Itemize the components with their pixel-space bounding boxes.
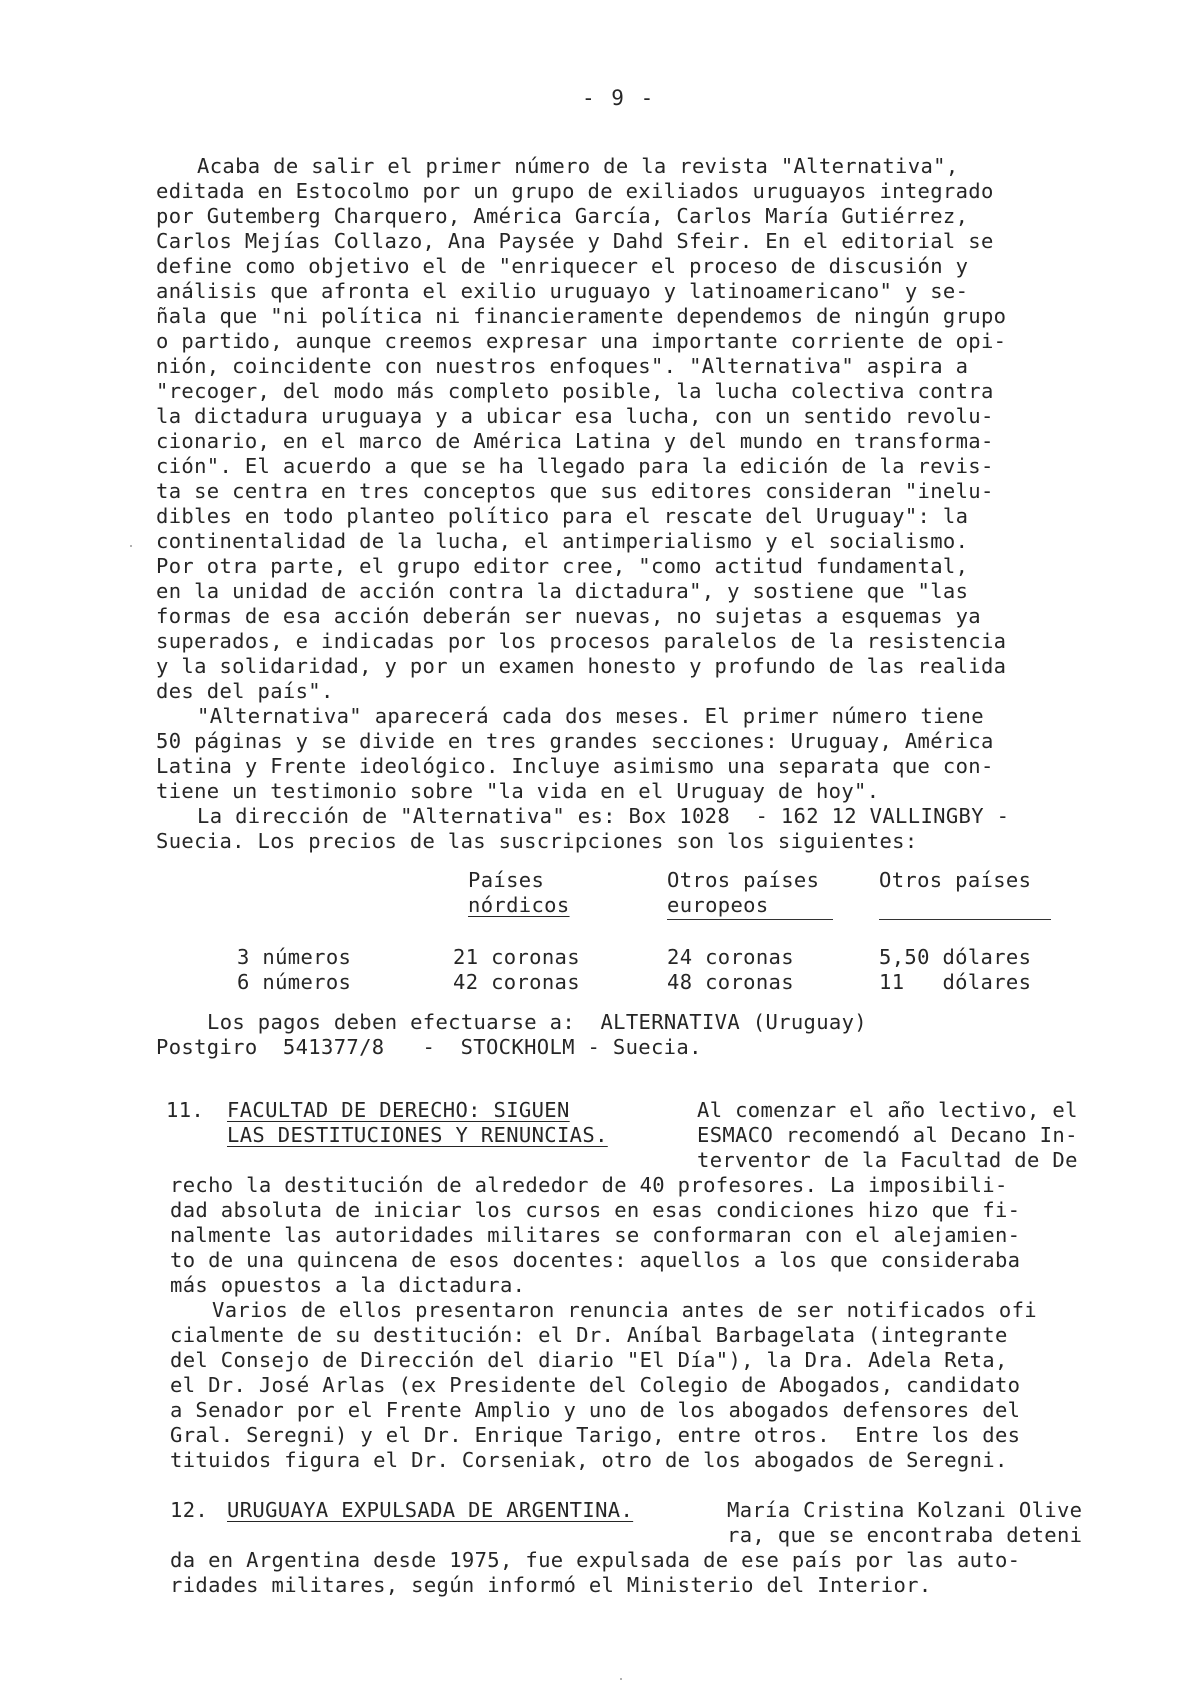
section-title: FACULTAD DE DERECHO: SIGUEN [227, 1098, 570, 1122]
section-body-line: recho la destitución de alrededor de 40 profesores. La imposibili- [170, 1173, 1008, 1197]
intro-line: en la unidad de acción contra la dictadura", y sostiene que "las [156, 579, 969, 603]
intro-line: nión, coincidente con nuestros enfoques". "Alternativa" aspira a [156, 354, 969, 378]
intro-line: superados, e indicadas por los procesos paralelos de la resistencia [156, 629, 1007, 653]
header-underline [667, 919, 833, 920]
table-row-label: 6 números [237, 970, 352, 994]
scan-speck [130, 545, 132, 547]
table-header: Otros países [879, 868, 1032, 892]
table-header: nórdicos [468, 893, 570, 917]
section-lead-line: Al comenzar el año lectivo, el [697, 1098, 1078, 1122]
table-header: Países [468, 868, 545, 892]
section-body-line: del Consejo de Dirección del diario "El Día"), la Dra. Adela Reta, [170, 1348, 1008, 1372]
section-body-line: to de una quincena de esos docentes: aquellos a los que consideraba [170, 1248, 1021, 1272]
section-body-line: nalmente las autoridades militares se conformaran con el alejamien- [170, 1223, 1021, 1247]
intro-line: y la solidaridad, y por un examen honesto y profundo de las realida [156, 654, 1007, 678]
intro-line: o partido, aunque creemos expresar una importante corriente de opi- [156, 329, 1007, 353]
intro-line: Acaba de salir el primer número de la revista "Alternativa", [197, 154, 959, 178]
intro-line: dibles en todo planteo político para el rescate del Uruguay": la [156, 504, 969, 528]
header-underline [879, 919, 1051, 920]
section-lead-line: ESMACO recomendó al Decano In- [697, 1123, 1078, 1147]
table-cell: 11 dólares [879, 970, 1032, 994]
paragraph-line: tiene un testimonio sobre "la vida en el Uruguay de hoy". [156, 779, 880, 803]
intro-line: la dictadura uruguaya y a ubicar esa lucha, con un sentido revolu- [156, 404, 994, 428]
intro-line: cionario, en el marco de América Latina y del mundo en transforma- [156, 429, 994, 453]
table-row-label: 3 números [237, 945, 352, 969]
section-body-line: cialmente de su destitución: el Dr. Aníbal Barbagelata (integrante [170, 1323, 1008, 1347]
table-cell: 5,50 dólares [879, 945, 1032, 969]
payment-line: Los pagos deben efectuarse a: ALTERNATIVA (Uruguay) [207, 1010, 867, 1034]
section-body-line: más opuestos a la dictadura. [170, 1273, 526, 1297]
intro-line: ñala que "ni política ni financieramente dependemos de ningún grupo [156, 304, 1007, 328]
paragraph-line: Latina y Frente ideológico. Incluye asimismo una separata que con- [156, 754, 994, 778]
table-cell: 42 coronas [453, 970, 580, 994]
table-cell: 24 coronas [667, 945, 794, 969]
intro-line: Carlos Mejías Collazo, Ana Paysée y Dahd Sfeir. En el editorial se [156, 229, 994, 253]
intro-line: continentalidad de la lucha, el antimperialismo y el socialismo. [156, 529, 969, 553]
section-body-line: dad absoluta de iniciar los cursos en esas condiciones hizo que fi- [170, 1198, 1021, 1222]
payment-line: Postgiro 541377/8 - STOCKHOLM - Suecia. [156, 1035, 702, 1059]
section-body-line: ridades militares, según informó el Ministerio del Interior. [170, 1573, 932, 1597]
section-lead-line: terventor de la Facultad de De [697, 1148, 1078, 1172]
intro-line: análisis que afronta el exilio uruguayo y latinoamericano" y se- [156, 279, 969, 303]
intro-line: Por otra parte, el grupo editor cree, "como actitud fundamental, [156, 554, 969, 578]
scan-speck [620, 1678, 622, 1680]
page-number: - 9 - [582, 86, 656, 110]
paragraph-line: 50 páginas y se divide en tres grandes secciones: Uruguay, América [156, 729, 994, 753]
section-body-line: el Dr. José Arlas (ex Presidente del Colegio de Abogados, candidato [170, 1373, 1021, 1397]
section-lead-line: ra, que se encontraba deteni [727, 1523, 1083, 1547]
section-body-line: a Senador por el Frente Amplio y uno de los abogados defensores del [170, 1398, 1021, 1422]
table-cell: 21 coronas [453, 945, 580, 969]
intro-line: formas de esa acción deberán ser nuevas, no sujetas a esquemas ya [156, 604, 981, 628]
intro-line: ta se centra en tres conceptos que sus editores consideran "inelu- [156, 479, 994, 503]
intro-line: define como objetivo el de "enriquecer el proceso de discusión y [156, 254, 969, 278]
section-number: 12. [170, 1498, 209, 1522]
section-body-line: da en Argentina desde 1975, fue expulsada de ese país por las auto- [170, 1548, 1021, 1572]
table-cell: 48 coronas [667, 970, 794, 994]
section-lead-line: María Cristina Kolzani Olive [727, 1498, 1083, 1522]
section-body-line: Varios de ellos presentaron renuncia antes de ser notificados ofi [212, 1298, 1037, 1322]
intro-line: des del país". [156, 679, 334, 703]
address-line: La dirección de "Alternativa" es: Box 1028 - 162 12 VALLINGBY - [197, 804, 1010, 828]
intro-line: por Gutemberg Charquero, América García, Carlos María Gutiérrez, [156, 204, 969, 228]
intro-line: editada en Estocolmo por un grupo de exiliados uruguayos integrado [156, 179, 994, 203]
address-line: Suecia. Los precios de las suscripciones son los siguientes: [156, 829, 918, 853]
section-body-line: Gral. Seregni) y el Dr. Enrique Tarigo, entre otros. Entre los des [170, 1423, 1021, 1447]
paragraph-line: "Alternativa" aparecerá cada dos meses. El primer número tiene [197, 704, 984, 728]
intro-line: ción". El acuerdo a que se ha llegado para la edición de la revis- [156, 454, 994, 478]
table-header: europeos [667, 893, 769, 917]
section-body-line: tituidos figura el Dr. Corseniak, otro de los abogados de Seregni. [170, 1448, 1008, 1472]
section-number: 11. [166, 1098, 205, 1122]
section-title: LAS DESTITUCIONES Y RENUNCIAS. [227, 1123, 608, 1147]
intro-line: "recoger, del modo más completo posible, la lucha colectiva contra [156, 379, 994, 403]
section-title: URUGUAYA EXPULSADA DE ARGENTINA. [227, 1498, 634, 1522]
table-header: Otros países [667, 868, 820, 892]
